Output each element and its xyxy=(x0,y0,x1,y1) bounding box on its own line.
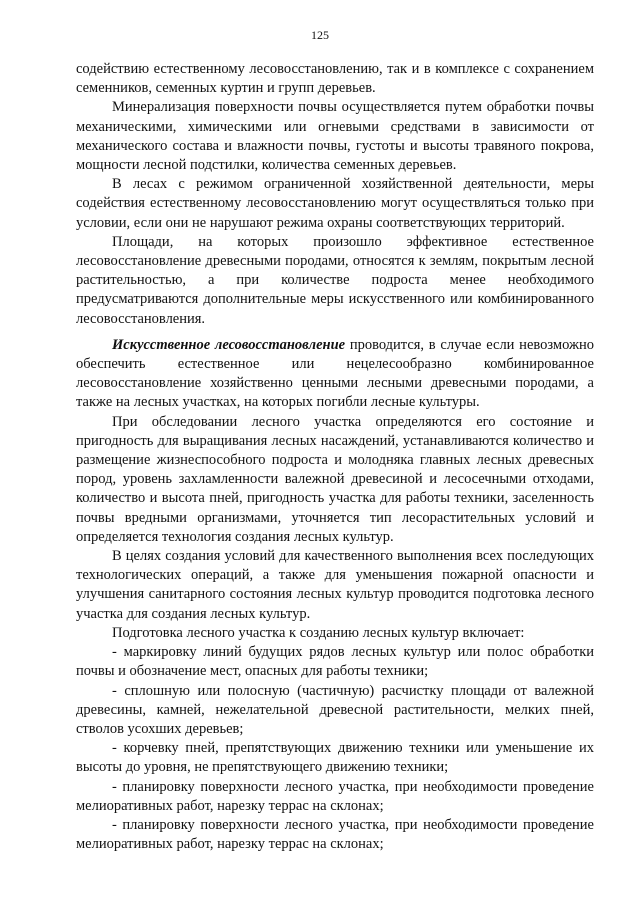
list-item: - сплошную или полосную (частичную) расчистку площади от валежной древесины, камней, нежелательной древесной растительности, мелких пней, стволов усохших деревьев; xyxy=(76,682,594,737)
paragraph: Подготовка лесного участка к созданию лесных культур включает: xyxy=(112,624,525,641)
paragraph: Площади, на которых произошло эффективное естественное лесовосстановление древесными породами, относятся к землям, покрытым лесной растительностью, а при количестве подроста менее необходимого предусматриваются дополнительные меры искусственного или комбинированного лесовосстановления. xyxy=(76,233,594,327)
paragraph: В целях создания условий для качественного выполнения всех последующих технологических операций, а также для уменьшения пожарной опасности и улучшения санитарного состояния лесных культур проводится подготовка лесного участка для создания лесных культур. xyxy=(76,548,594,622)
list-item: - планировку поверхности лесного участка, при необходимости проведение мелиоративных работ, нарезку террас на склонах; xyxy=(76,778,594,814)
paragraph-text: проводится, в случае если невозможно обеспечить естественное или нецелесообразно комбинированное лесовосстановление хозяйственно ценными лесными древесными породами, а также на лесных участках, на которых погибли лесные культуры. xyxy=(76,336,594,411)
body-text xyxy=(76,60,594,854)
paragraph: Минерализация поверхности почвы осуществляется путем обработки почвы механическими, химическими или огневыми средствами в зависимости от механического состава и влажности почвы, густоты и высоты травяного покрова, мощности лесной подстилки, количества семенных деревьев. xyxy=(76,99,594,174)
page-number: 125 xyxy=(311,28,329,42)
paragraph xyxy=(76,336,594,413)
list-item: - планировку поверхности лесного участка, при необходимости проведение мелиоративных работ, нарезку террас на склонах; xyxy=(76,816,594,853)
paragraph: В лесах с режимом ограниченной хозяйственной деятельности, меры содействия естественному лесовосстановлению могут осуществляться только при условии, если они не нарушают режима охраны соответствующих территорий. xyxy=(76,176,594,231)
emphasis-term: Искусственное лесовосстановление xyxy=(112,336,346,353)
list-item: - корчевку пней, препятствующих движению техники или уменьшение их высоты до уровня, не препятствующего движению техники; xyxy=(76,740,594,776)
paragraph: При обследовании лесного участка определяются его состояние и пригодность для выращивания лесных насаждений, устанавливаются количество и размещение жизнеспособного подроста и молодняка главных лесных древесных пород, уровень захламленности валежной древесиной и лесосечными отходами, количество и высота пней, пригодность участка для работы техники, заселенность почвы вредными организмами, уточняется тип лесорастительных условий и определяется технология создания лесных культур. xyxy=(76,413,594,545)
paragraph: содействию естественному лесовосстановлению, так и в комплексе с сохранением семенников, семенных куртин и групп деревьев. xyxy=(76,61,594,97)
list-item: - маркировку линий будущих рядов лесных культур или полос обработки почвы и обозначение мест, опасных для работы техники; xyxy=(76,644,594,680)
